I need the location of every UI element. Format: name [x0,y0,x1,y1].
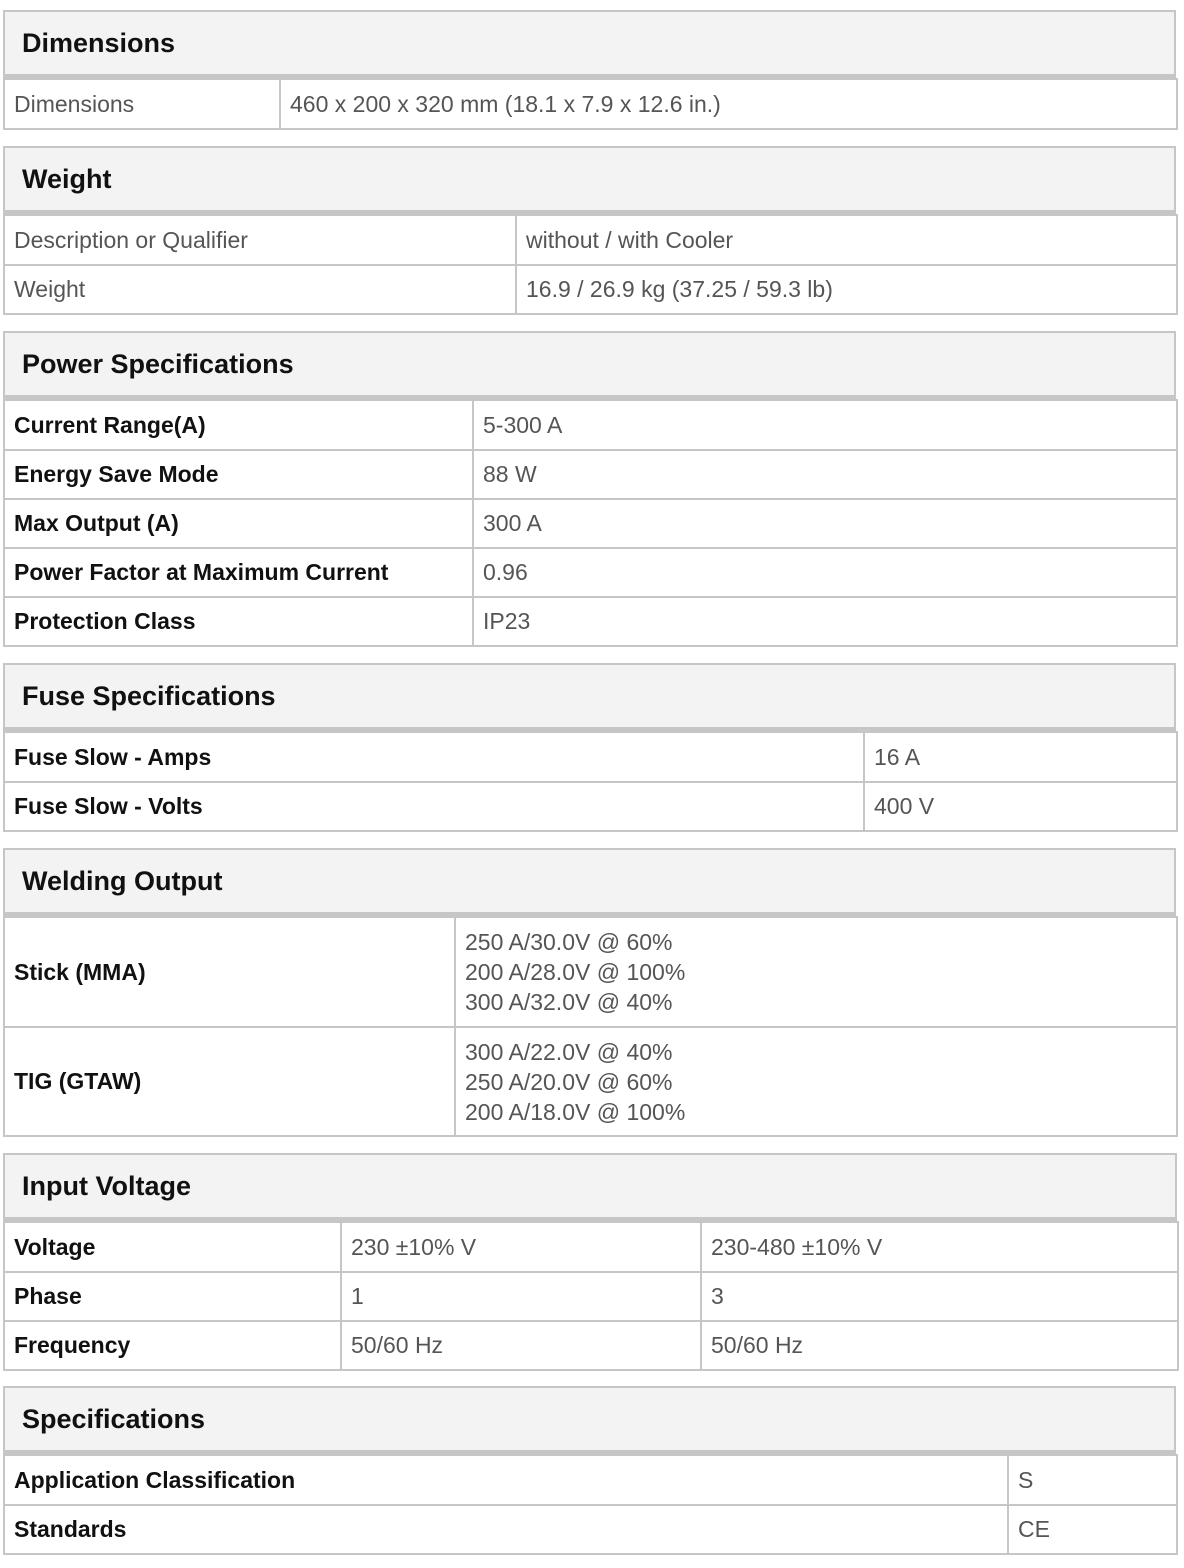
row-label: Standards [4,1505,1008,1554]
table-row [4,732,1177,782]
row-label: Phase [4,1272,341,1321]
value-line: 200 A/18.0V @ 100% [465,1098,686,1125]
row-value-three-phase: 3 [701,1272,1178,1321]
row-label: Power Factor at Maximum Current [4,548,473,597]
row-value-single-phase: 1 [341,1272,701,1321]
row-value: 5-300 A [473,400,1177,450]
section-title: Weight [3,146,1176,214]
table-row [4,597,1177,646]
row-label: Current Range(A) [4,400,473,450]
spec-table [3,916,1178,1137]
row-value [455,917,1177,1027]
table-row [4,265,1177,314]
row-label: Protection Class [4,597,473,646]
spec-table [3,78,1178,130]
section-power-specifications [3,331,1176,647]
row-value-single-phase: 230 ±10% V [341,1222,701,1272]
row-value: without / with Cooler [516,215,1177,265]
spec-table [3,1221,1179,1371]
table-row [4,499,1177,548]
row-label: Description or Qualifier [4,215,516,265]
row-label: Energy Save Mode [4,450,473,499]
row-label: Weight [4,265,516,314]
section-title: Dimensions [3,10,1176,78]
row-label: Fuse Slow - Volts [4,782,864,831]
row-label: Fuse Slow - Amps [4,732,864,782]
table-row [4,782,1177,831]
table-row [4,548,1177,597]
table-row [4,1505,1177,1554]
section-dimensions [3,10,1176,130]
table-row [4,400,1177,450]
table-row [4,917,1177,1027]
table-row [4,79,1177,129]
row-value-three-phase: 50/60 Hz [701,1321,1178,1370]
section-input-voltage [3,1153,1177,1371]
row-label: Frequency [4,1321,341,1370]
section-title: Welding Output [3,848,1176,916]
spec-table [3,1454,1178,1555]
value-line: 300 A/32.0V @ 40% [465,989,673,1015]
table-row [4,450,1177,499]
row-value: IP23 [473,597,1177,646]
spec-table [3,731,1178,832]
section-welding-output [3,848,1176,1137]
row-label: Application Classification [4,1455,1008,1505]
section-weight [3,146,1176,315]
value-line: 300 A/22.0V @ 40% [465,1038,673,1065]
row-value-single-phase: 50/60 Hz [341,1321,701,1370]
value-line: 250 A/30.0V @ 60% [465,929,673,955]
table-row [4,215,1177,265]
value-line: 250 A/20.0V @ 60% [465,1068,673,1095]
section-title: Input Voltage [3,1153,1177,1221]
row-value: 88 W [473,450,1177,499]
section-title: Specifications [3,1386,1176,1454]
table-row [4,1027,1177,1136]
row-label: Voltage [4,1222,341,1272]
row-label: Max Output (A) [4,499,473,548]
row-value-three-phase: 230-480 ±10% V [701,1222,1178,1272]
section-title: Power Specifications [3,331,1176,399]
table-row [4,1222,1178,1272]
section-specifications [3,1386,1176,1555]
row-value: 300 A [473,499,1177,548]
row-label: TIG (GTAW) [4,1027,455,1136]
row-value: S [1008,1455,1177,1505]
table-row [4,1272,1178,1321]
row-value: 0.96 [473,548,1177,597]
table-row [4,1455,1177,1505]
section-fuse-specifications [3,663,1176,832]
row-value: CE [1008,1505,1177,1554]
row-value: 400 V [864,782,1177,831]
table-row [4,1321,1178,1370]
row-label: Dimensions [4,79,280,129]
row-value: 16 A [864,732,1177,782]
section-title: Fuse Specifications [3,663,1176,731]
row-value: 16.9 / 26.9 kg (37.25 / 59.3 lb) [516,265,1177,314]
row-value: 460 x 200 x 320 mm (18.1 x 7.9 x 12.6 in.) [280,79,1177,129]
row-value [455,1027,1177,1136]
row-label: Stick (MMA) [4,917,455,1027]
spec-table [3,214,1178,315]
value-line: 200 A/28.0V @ 100% [465,959,686,985]
spec-table [3,399,1178,647]
